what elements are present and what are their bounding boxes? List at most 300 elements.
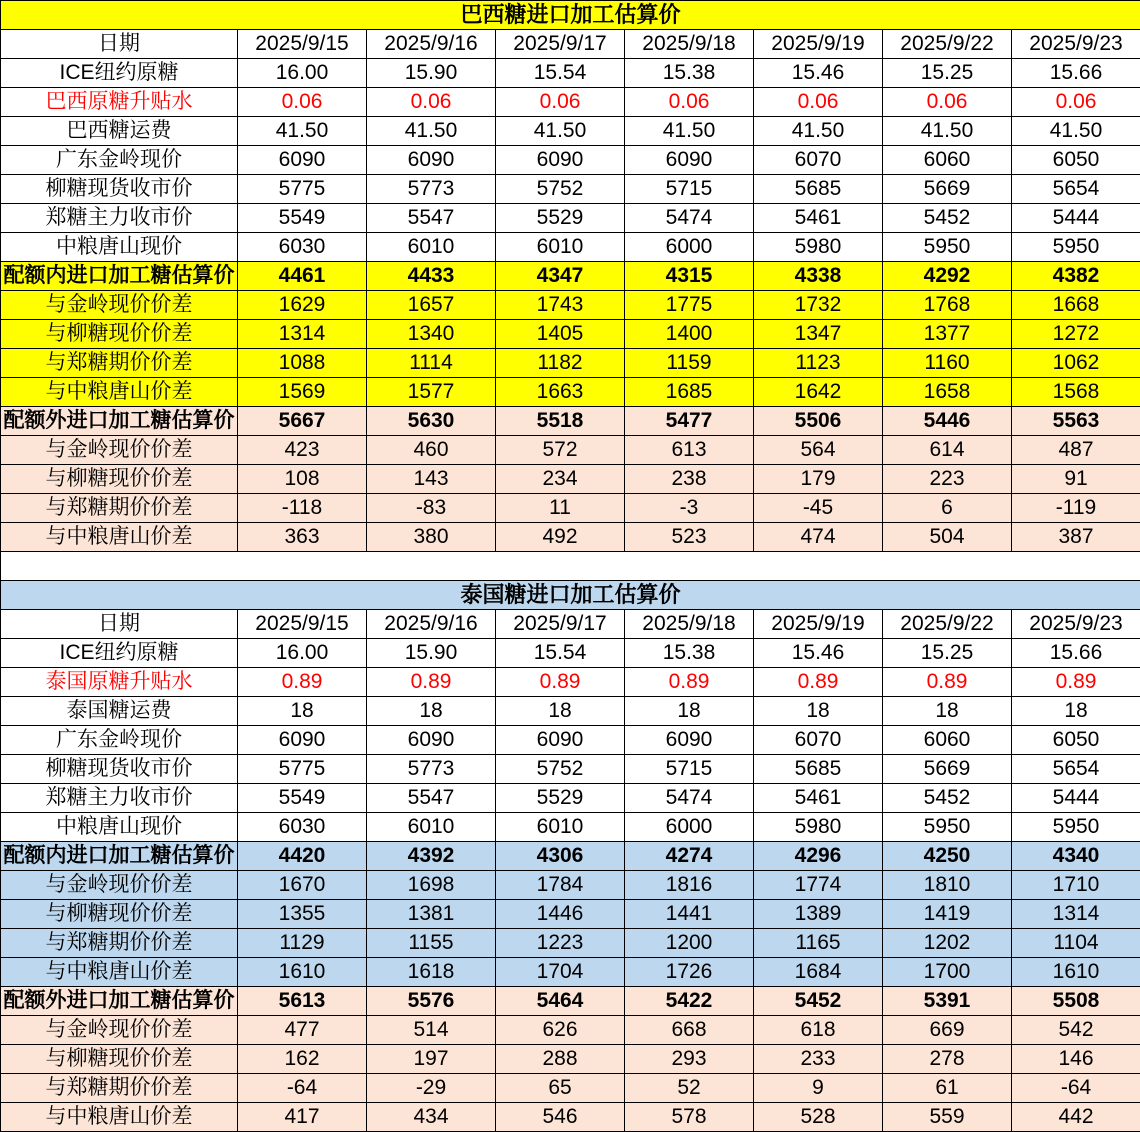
date-header-cell: 2025/9/15	[238, 30, 367, 59]
value-cell: 474	[754, 523, 883, 552]
value-cell: 5980	[754, 233, 883, 262]
value-cell: 0.06	[367, 88, 496, 117]
value-cell: -64	[238, 1074, 367, 1103]
value-cell: 6010	[367, 813, 496, 842]
row-label-cell: 柳糖现货收市价	[1, 755, 238, 784]
row-label-cell: 配额内进口加工糖估算价	[1, 262, 238, 291]
value-cell: 5474	[625, 784, 754, 813]
value-cell: 18	[625, 697, 754, 726]
value-cell: 1726	[625, 958, 754, 987]
value-cell: 614	[883, 436, 1012, 465]
value-cell: 1704	[496, 958, 625, 987]
table-title-row	[1, 1, 1140, 30]
value-cell: -29	[367, 1074, 496, 1103]
value-cell: 5752	[496, 755, 625, 784]
row-label-cell: 与中粮唐山价差	[1, 958, 238, 987]
data-row	[1, 146, 1140, 175]
value-cell: 1223	[496, 929, 625, 958]
value-cell: 5773	[367, 755, 496, 784]
row-label-cell: 与柳糖现价价差	[1, 900, 238, 929]
data-row	[1, 59, 1140, 88]
date-header-label: 日期	[1, 30, 238, 59]
value-cell: 6060	[883, 726, 1012, 755]
value-cell: 6070	[754, 146, 883, 175]
value-cell: 4315	[625, 262, 754, 291]
value-cell: 4274	[625, 842, 754, 871]
value-cell: 234	[496, 465, 625, 494]
value-cell: 1419	[883, 900, 1012, 929]
value-cell: 15.54	[496, 59, 625, 88]
value-cell: 1202	[883, 929, 1012, 958]
data-row	[1, 291, 1140, 320]
value-cell: 1663	[496, 378, 625, 407]
value-cell: 1569	[238, 378, 367, 407]
date-header-label: 日期	[1, 610, 238, 639]
value-cell: 1160	[883, 349, 1012, 378]
value-cell: 1446	[496, 900, 625, 929]
date-header-cell: 2025/9/19	[754, 610, 883, 639]
value-cell: 1200	[625, 929, 754, 958]
value-cell: 626	[496, 1016, 625, 1045]
value-cell: 546	[496, 1103, 625, 1132]
value-cell: 5630	[367, 407, 496, 436]
value-cell: 1710	[1012, 871, 1140, 900]
value-cell: 564	[754, 436, 883, 465]
spacer-cell	[1, 552, 1140, 581]
data-row	[1, 668, 1140, 697]
value-cell: 61	[883, 1074, 1012, 1103]
value-cell: 5654	[1012, 175, 1140, 204]
value-cell: 1123	[754, 349, 883, 378]
value-cell: 1657	[367, 291, 496, 320]
table-title-row	[1, 581, 1140, 610]
row-label-cell: 与郑糖期价价差	[1, 1074, 238, 1103]
value-cell: 4338	[754, 262, 883, 291]
row-label-cell: 与郑糖期价价差	[1, 349, 238, 378]
value-cell: 0.06	[238, 88, 367, 117]
value-cell: 4382	[1012, 262, 1140, 291]
value-cell: 5474	[625, 204, 754, 233]
value-cell: 0.89	[367, 668, 496, 697]
row-label-cell: ICE纽约原糖	[1, 639, 238, 668]
date-header-cell: 2025/9/16	[367, 30, 496, 59]
value-cell: 5391	[883, 987, 1012, 1016]
value-cell: 146	[1012, 1045, 1140, 1074]
value-cell: 1610	[238, 958, 367, 987]
row-label-cell: 泰国糖运费	[1, 697, 238, 726]
value-cell: 6090	[496, 726, 625, 755]
value-cell: 417	[238, 1103, 367, 1132]
value-cell: 523	[625, 523, 754, 552]
data-row	[1, 88, 1140, 117]
data-row	[1, 929, 1140, 958]
value-cell: 380	[367, 523, 496, 552]
value-cell: 15.25	[883, 639, 1012, 668]
value-cell: 0.06	[496, 88, 625, 117]
value-cell: 4296	[754, 842, 883, 871]
row-label-cell: 柳糖现货收市价	[1, 175, 238, 204]
value-cell: 613	[625, 436, 754, 465]
row-label-cell: 与中粮唐山价差	[1, 523, 238, 552]
value-cell: 108	[238, 465, 367, 494]
value-cell: 1389	[754, 900, 883, 929]
date-header-cell: 2025/9/22	[883, 30, 1012, 59]
value-cell: 1104	[1012, 929, 1140, 958]
row-label-cell: 广东金岭现价	[1, 726, 238, 755]
data-row	[1, 842, 1140, 871]
value-cell: 559	[883, 1103, 1012, 1132]
data-row	[1, 1074, 1140, 1103]
value-cell: 5547	[367, 784, 496, 813]
date-header-cell: 2025/9/17	[496, 610, 625, 639]
value-cell: 4461	[238, 262, 367, 291]
date-header-cell: 2025/9/19	[754, 30, 883, 59]
value-cell: 5950	[883, 233, 1012, 262]
data-row	[1, 871, 1140, 900]
value-cell: 4347	[496, 262, 625, 291]
value-cell: 1129	[238, 929, 367, 958]
value-cell: 1377	[883, 320, 1012, 349]
value-cell: 6070	[754, 726, 883, 755]
value-cell: 423	[238, 436, 367, 465]
value-cell: 528	[754, 1103, 883, 1132]
data-row	[1, 1103, 1140, 1132]
data-row	[1, 204, 1140, 233]
value-cell: 5715	[625, 755, 754, 784]
value-cell: 1272	[1012, 320, 1140, 349]
value-cell: 5950	[883, 813, 1012, 842]
row-label-cell: 郑糖主力收市价	[1, 784, 238, 813]
data-row	[1, 436, 1140, 465]
date-header-cell: 2025/9/16	[367, 610, 496, 639]
value-cell: 460	[367, 436, 496, 465]
value-cell: 487	[1012, 436, 1140, 465]
value-cell: 1155	[367, 929, 496, 958]
value-cell: 18	[1012, 697, 1140, 726]
value-cell: 1784	[496, 871, 625, 900]
value-cell: 52	[625, 1074, 754, 1103]
value-cell: 5715	[625, 175, 754, 204]
value-cell: 6030	[238, 813, 367, 842]
value-cell: 4292	[883, 262, 1012, 291]
row-label-cell: 与柳糖现价价差	[1, 320, 238, 349]
value-cell: 15.66	[1012, 639, 1140, 668]
row-label-cell: 泰国原糖升贴水	[1, 668, 238, 697]
value-cell: 6090	[238, 146, 367, 175]
value-cell: 1381	[367, 900, 496, 929]
value-cell: 4340	[1012, 842, 1140, 871]
value-cell: 5444	[1012, 784, 1140, 813]
value-cell: 6010	[496, 233, 625, 262]
value-cell: 6010	[496, 813, 625, 842]
value-cell: 5422	[625, 987, 754, 1016]
date-header-cell: 2025/9/18	[625, 610, 754, 639]
value-cell: 6010	[367, 233, 496, 262]
value-cell: 0.06	[625, 88, 754, 117]
value-cell: 16.00	[238, 639, 367, 668]
row-label-cell: 与郑糖期价价差	[1, 929, 238, 958]
row-label-cell: 与金岭现价价差	[1, 871, 238, 900]
value-cell: 1700	[883, 958, 1012, 987]
value-cell: 9	[754, 1074, 883, 1103]
value-cell: 1182	[496, 349, 625, 378]
value-cell: 5452	[754, 987, 883, 1016]
value-cell: 1642	[754, 378, 883, 407]
value-cell: 4433	[367, 262, 496, 291]
value-cell: 6090	[238, 726, 367, 755]
value-cell: -119	[1012, 494, 1140, 523]
value-cell: 6090	[367, 146, 496, 175]
value-cell: 4392	[367, 842, 496, 871]
value-cell: 1670	[238, 871, 367, 900]
value-cell: 65	[496, 1074, 625, 1103]
value-cell: 0.89	[883, 668, 1012, 697]
row-label-cell: 与金岭现价价差	[1, 291, 238, 320]
value-cell: 5773	[367, 175, 496, 204]
value-cell: 0.06	[883, 88, 1012, 117]
value-cell: 1441	[625, 900, 754, 929]
value-cell: 15.38	[625, 639, 754, 668]
value-cell: 6090	[625, 146, 754, 175]
table-spacer-row	[1, 552, 1140, 581]
value-cell: 18	[238, 697, 367, 726]
data-row	[1, 784, 1140, 813]
value-cell: 1062	[1012, 349, 1140, 378]
value-cell: 387	[1012, 523, 1140, 552]
value-cell: 238	[625, 465, 754, 494]
value-cell: 1618	[367, 958, 496, 987]
value-cell: 5452	[883, 204, 1012, 233]
value-cell: 434	[367, 1103, 496, 1132]
value-cell: 1685	[625, 378, 754, 407]
value-cell: 5461	[754, 784, 883, 813]
value-cell: 1774	[754, 871, 883, 900]
value-cell: 1684	[754, 958, 883, 987]
value-cell: 0.06	[754, 88, 883, 117]
value-cell: 91	[1012, 465, 1140, 494]
value-cell: 1400	[625, 320, 754, 349]
date-header-cell: 2025/9/23	[1012, 30, 1140, 59]
value-cell: 1698	[367, 871, 496, 900]
value-cell: 5685	[754, 755, 883, 784]
data-row	[1, 726, 1140, 755]
date-header-cell: 2025/9/15	[238, 610, 367, 639]
value-cell: 18	[496, 697, 625, 726]
data-row	[1, 349, 1140, 378]
table-title: 泰国糖进口加工估算价	[1, 581, 1140, 610]
row-label-cell: 配额外进口加工糖估算价	[1, 407, 238, 436]
value-cell: 278	[883, 1045, 1012, 1074]
value-cell: -118	[238, 494, 367, 523]
value-cell: 0.89	[496, 668, 625, 697]
value-cell: 5444	[1012, 204, 1140, 233]
data-row	[1, 697, 1140, 726]
row-label-cell: 与金岭现价价差	[1, 1016, 238, 1045]
value-cell: 15.38	[625, 59, 754, 88]
data-row	[1, 755, 1140, 784]
value-cell: 1629	[238, 291, 367, 320]
value-cell: 5547	[367, 204, 496, 233]
value-cell: 5669	[883, 755, 1012, 784]
value-cell: 5464	[496, 987, 625, 1016]
data-row	[1, 320, 1140, 349]
date-header-row	[1, 30, 1140, 59]
date-header-row	[1, 610, 1140, 639]
value-cell: 1775	[625, 291, 754, 320]
value-cell: 5752	[496, 175, 625, 204]
value-cell: 41.50	[754, 117, 883, 146]
value-cell: 41.50	[496, 117, 625, 146]
value-cell: 1577	[367, 378, 496, 407]
date-header-cell: 2025/9/17	[496, 30, 625, 59]
value-cell: 5549	[238, 784, 367, 813]
value-cell: 1355	[238, 900, 367, 929]
value-cell: 5950	[1012, 233, 1140, 262]
value-cell: -64	[1012, 1074, 1140, 1103]
value-cell: 293	[625, 1045, 754, 1074]
value-cell: 5576	[367, 987, 496, 1016]
row-label-cell: 与郑糖期价价差	[1, 494, 238, 523]
value-cell: 6050	[1012, 726, 1140, 755]
date-header-cell: 2025/9/23	[1012, 610, 1140, 639]
value-cell: 5529	[496, 204, 625, 233]
value-cell: 1610	[1012, 958, 1140, 987]
data-row	[1, 523, 1140, 552]
value-cell: 233	[754, 1045, 883, 1074]
value-cell: 6090	[496, 146, 625, 175]
value-cell: 1347	[754, 320, 883, 349]
value-cell: 15.46	[754, 59, 883, 88]
row-label-cell: 与中粮唐山价差	[1, 378, 238, 407]
value-cell: 6090	[625, 726, 754, 755]
value-cell: 18	[754, 697, 883, 726]
data-row	[1, 987, 1140, 1016]
value-cell: 15.66	[1012, 59, 1140, 88]
row-label-cell: 配额内进口加工糖估算价	[1, 842, 238, 871]
value-cell: 1314	[1012, 900, 1140, 929]
value-cell: 669	[883, 1016, 1012, 1045]
value-cell: 1165	[754, 929, 883, 958]
value-cell: 618	[754, 1016, 883, 1045]
value-cell: 6060	[883, 146, 1012, 175]
value-cell: 5775	[238, 755, 367, 784]
value-cell: 1340	[367, 320, 496, 349]
value-cell: 1405	[496, 320, 625, 349]
data-row	[1, 117, 1140, 146]
value-cell: 504	[883, 523, 1012, 552]
row-label-cell: 与柳糖现价价差	[1, 465, 238, 494]
row-label-cell: 与中粮唐山价差	[1, 1103, 238, 1132]
table-title: 巴西糖进口加工估算价	[1, 1, 1140, 30]
value-cell: 5563	[1012, 407, 1140, 436]
value-cell: 6030	[238, 233, 367, 262]
row-label-cell: 郑糖主力收市价	[1, 204, 238, 233]
value-cell: 492	[496, 523, 625, 552]
value-cell: 4250	[883, 842, 1012, 871]
value-cell: 41.50	[367, 117, 496, 146]
value-cell: 1668	[1012, 291, 1140, 320]
value-cell: 5477	[625, 407, 754, 436]
value-cell: 18	[367, 697, 496, 726]
value-cell: 162	[238, 1045, 367, 1074]
data-row	[1, 378, 1140, 407]
value-cell: 5461	[754, 204, 883, 233]
data-row	[1, 175, 1140, 204]
value-cell: 0.89	[238, 668, 367, 697]
value-cell: 288	[496, 1045, 625, 1074]
data-row	[1, 639, 1140, 668]
value-cell: 5654	[1012, 755, 1140, 784]
value-cell: 1159	[625, 349, 754, 378]
value-cell: 15.46	[754, 639, 883, 668]
value-cell: 5549	[238, 204, 367, 233]
row-label-cell: 巴西糖运费	[1, 117, 238, 146]
value-cell: 41.50	[625, 117, 754, 146]
value-cell: 6000	[625, 813, 754, 842]
row-label-cell: 配额外进口加工糖估算价	[1, 987, 238, 1016]
value-cell: 41.50	[883, 117, 1012, 146]
value-cell: 0.89	[1012, 668, 1140, 697]
value-cell: 1732	[754, 291, 883, 320]
value-cell: 5506	[754, 407, 883, 436]
value-cell: 6000	[625, 233, 754, 262]
date-header-cell: 2025/9/18	[625, 30, 754, 59]
value-cell: 5529	[496, 784, 625, 813]
data-row	[1, 958, 1140, 987]
value-cell: 6090	[367, 726, 496, 755]
value-cell: 6	[883, 494, 1012, 523]
value-cell: 5685	[754, 175, 883, 204]
value-cell: 5775	[238, 175, 367, 204]
value-cell: 6050	[1012, 146, 1140, 175]
value-cell: 1088	[238, 349, 367, 378]
data-row	[1, 262, 1140, 291]
value-cell: 1810	[883, 871, 1012, 900]
value-cell: 1568	[1012, 378, 1140, 407]
value-cell: 442	[1012, 1103, 1140, 1132]
value-cell: -83	[367, 494, 496, 523]
value-cell: 5508	[1012, 987, 1140, 1016]
value-cell: 5950	[1012, 813, 1140, 842]
value-cell: 5518	[496, 407, 625, 436]
row-label-cell: 与柳糖现价价差	[1, 1045, 238, 1074]
value-cell: 15.90	[367, 639, 496, 668]
value-cell: 223	[883, 465, 1012, 494]
data-row	[1, 1045, 1140, 1074]
data-row	[1, 465, 1140, 494]
value-cell: 15.25	[883, 59, 1012, 88]
row-label-cell: 广东金岭现价	[1, 146, 238, 175]
value-cell: 0.06	[1012, 88, 1140, 117]
value-cell: 15.90	[367, 59, 496, 88]
data-row	[1, 233, 1140, 262]
value-cell: 5980	[754, 813, 883, 842]
value-cell: 1114	[367, 349, 496, 378]
value-cell: 1314	[238, 320, 367, 349]
value-cell: 41.50	[238, 117, 367, 146]
data-row	[1, 900, 1140, 929]
value-cell: 1743	[496, 291, 625, 320]
value-cell: 477	[238, 1016, 367, 1045]
value-cell: 363	[238, 523, 367, 552]
row-label-cell: 巴西原糖升贴水	[1, 88, 238, 117]
value-cell: 514	[367, 1016, 496, 1045]
value-cell: 18	[883, 697, 1012, 726]
data-row	[1, 1016, 1140, 1045]
value-cell: 15.54	[496, 639, 625, 668]
value-cell: 1658	[883, 378, 1012, 407]
value-cell: 143	[367, 465, 496, 494]
